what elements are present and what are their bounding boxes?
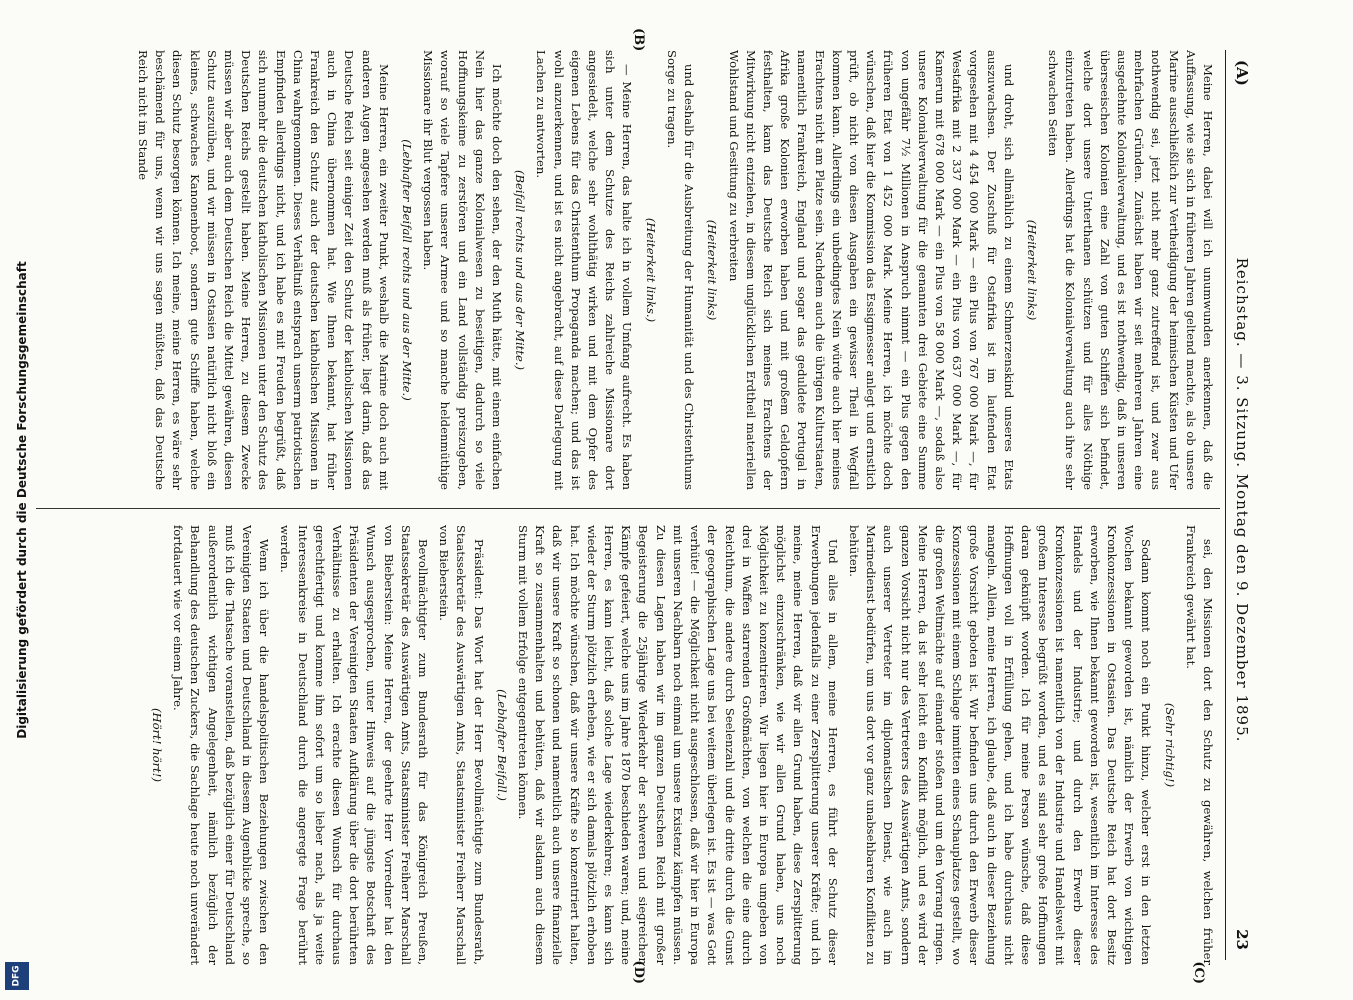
paragraph: Meine Herren, ein zweiter Punkt, weshalb die Marine doch auch mit anderen Augen angesehen werden muß als früher, liegt darin, daß das Deutsche Reich seit einiger Zeit den Schutz der katholischen Missionen auch in China übernommen hat. Wie Ihnen bekannt, hat früher Frankreich den Schutz auch der deutschen katholischen Missionen in China wahrgenommen. Dieses Verhältniß entsprach unserm patriotischen Empfinden allerdings nicht, und ich habe es mit Freuden begrüßt, daß sich nunmehr die deutschen katholischen Missionen unter den Schutz des Deutschen Reichs gestellt haben. Meine Herren, zu diesem Zwecke müssen wir aber auch dem Deutschen Reich die Mittel gewähren, diesen Schutz auszuüben, und wir müssen in Ostasien natürlich nicht bloß ein kleines, schwaches Kanonenboot, sondern gute Schiffe haben, welche diesen Schutz besorgen können. Ich meine, meine Herren, es wäre sehr beschämend für uns, wenn wir uns sagen müßten, daß das Deutsche Reich nicht im Stande (136, 50, 391, 490)
paragraph: Bevollmächtigter zum Bundesrath für das Königreich Preußen, Staatssekretär des Auswärtigen Amts, Staatsminister Freiherr Marschall von Bieberstein: Meine Herren, der geehrte Herr Vorredner hat den Wunsch ausgesprochen, unter Hinweis auf die jüngste Botschaft des Präsidenten der Vereinigten Staaten Aufklärung über die dort berührten Verhältnisse zu erhalten. Ich erachte diesen Wunsch für durchaus gerechtfertigt und komme ihm sofort um so lieber nach, als ja weite Interessenkreise in Deutschland durch die angeregte Frage berührt werden. (278, 525, 431, 965)
margin-marker-b: (B) (631, 28, 646, 52)
paragraph: Wenn ich über die handelspolitischen Beziehungen zwischen den Vereinigten Staaten und Deutschland in diesem Augenblicke spreche, so muß ich die Thatsache voranstellen, daß bezüglich einer für Deutschland außerordentlich wichtigen Angelegenheit, nämlich bezüglich der Behandlung des deutschen Zuckers, die Sachlage heute noch unverändert fortdauert wie vor einem Jahre. (171, 525, 272, 965)
interjection: (Heiterkeit links) (705, 219, 720, 321)
margin-marker-c: (C) (1191, 961, 1206, 984)
paragraph: und droht, sich allmählich zu einem Schmerzenskind unseres Etats auszuwachsen. Der Zuschuß für Ostafrika ist im laufenden Etat vorgesehen mit 4 454 000 Mark — ein Plus von 767 000 Mark —, für Westafrika mit 2 337 000 Mark — ein Plus von 637 000 Mark —, für Kamerun mit 678 000 Mark — ein Plus von 58 000 Mark —, sodaß also unsere Kolonialverwaltung für die genannten drei Gebiete eine Summe von ungefähr 7½ Millionen in Anspruch nimmt — ein Plus gegen den früheren Etat von 1 452 000 Mark. Meine Herren, ich möchte doch wünschen, daß hier die Kommission das Essigmesser anlegt und ernstlich prüft, ob nicht von diesen Ausgaben ein gewisser Theil in Wegfall kommen kann. Allerdings ein unbedingtes Nein würde auch hier meines Erachtens nicht am Platze sein. Nachdem auch die übrigen Kulturstaaten, namentlich Frankreich, England und sogar das geduldete Portugal in Afrika große Kolonien erworben haben und mit großem Geldopfern festhalten, kann das Deutsche Reich sich meines Erachtens der Mitwirkung nicht entziehen, in diesem unglücklichen Erdtheil materiellen Wohlstand und Gesittung zu verbreiten (726, 50, 1016, 490)
column-divider (36, 508, 1220, 509)
margin-marker-d: (D) (631, 960, 646, 984)
header-title: Reichstag. — 3. Sitzung. Montag den 9. Dezember 1895. (1233, 257, 1251, 743)
interjection: (Lebhafter Beifall rechts und aus der Mitte.) (400, 139, 415, 401)
paragraph: Ich möchte doch den sehen, der den Muth hätte, mit einem einfachen Nein hier das ganze Kolonialwesen zu beseitigen, dadurch so viele Hoffnungskeime zu zerstören und ein Land vollständig preiszugeben, worauf so viele Tapfere unserer Armee und so manche heldenmüthige Missionare ihr Blut vergossen haben. (421, 50, 505, 490)
header-rule (1225, 50, 1226, 960)
interjection: (Beifall rechts und aus der Mitte.) (513, 169, 528, 371)
paragraph: Meine Herren, dabei will ich unumwunden anerkennen, daß die Auffassung, wie sie sich in früheren Jahren geltend machte, als ob unsere Marine ausschließlich zur Vertheidigung der heimischen Küsten und Ufer nothwendig sei, jetzt nicht mehr ganz zutreffend ist, und zwar aus mehrfachen Gründen. Zunächst haben wir seit mehreren Jahren eine ausgedehnte Kolonialverwaltung, und es ist nothwendig, daß in unseren überseeischen Kolonien eine Zahl von guten Schiffen sich befindet, welche dort unsere Unterthanen schützen und für alles Nöthige einzutreten haben. Allerdings hat die Kolonialverwaltung auch ihre sehr schwachen Seiten (1046, 50, 1215, 490)
digitization-credit: Digitalisierung gefördert durch die Deutsche Forschungsgemeinschaft (15, 261, 29, 739)
interjection: (Heiterkeit links) (1024, 219, 1039, 321)
interjection: (Heiterkeit links.) (643, 217, 658, 323)
dfg-logo-text: DFG (11, 965, 22, 987)
rotated-page-content (26, 20, 1266, 984)
right-column (36, 525, 1216, 965)
page-header (1230, 20, 1254, 980)
interjection: (Lebhafter Beifall.) (494, 689, 509, 801)
left-column (36, 50, 1216, 490)
interjection: (Sehr richtig!) (1162, 702, 1177, 788)
paragraph: und deshalb für die Ausbreitung der Humanität und des Christenthums Sorge zu tragen. (664, 50, 697, 490)
paragraph: Sodann kommt noch ein Punkt hinzu, welcher erst in den letzten Wochen bekannt geworden ist, nämlich der Erwerb von wichtigen Kronkonzessionen in Ostasien. Das Deutsche Reich hat dort Besitz erworben, wie Ihnen bekannt geworden ist, wesentlich im Interesse des Handels und der Industrie; und durch den Erwerb dieser Kronkonzessionen ist namentlich von der Industrie und Handelswelt mit großem Interesse begrüßt worden, und es sind sehr große Hoffnungen daran geknüpft worden. Ich für meine Person wünsche, daß diese Hoffnungen voll in Erfüllung gehen, und ich habe durchaus nicht mangeln. Allein, meine Herren, ich glaube, daß auch in dieser Beziehung große Vorsicht geboten ist. Wir befinden uns durch den Erwerb dieser Konzessionen mit einem Schlage inmitten eines Schauplatzes gestellt, wo die großen Weltmächte auf einander stoßen und um den Vorrang ringen. Meine Herren, da ist sehr leicht ein Konflikt möglich, und es wird der ganzen Vorsicht nicht nur des Vertreters des Auswärtigen Amts, sondern auch unserer Vertreter im diplomatischen Dienst, wie auch im Marinedienst bedürfen, um uns dort vor ganz unabsehbaren Konflikten zu behüten. (846, 525, 1154, 965)
paragraph: Und alles in allem, meine Herren, es führt der Schutz dieser Erwerbungen jedenfalls zu einer Zersplitterung unserer Kräfte; und ich meine, meine Herren, daß wir allen Grund haben, diese Zersplitterung möglichst einzuschränken, wie wir allen Grund haben, uns noch Möglichkeit zu konzentrieren. Wir liegen hier in Europa umgeben von drei in Waffen starrenden Großmächten, von welchen die eine durch Reichthum, die andere durch Seelenzahl und die dritte durch die Gunst der geographischen Lage uns bei weitem überlegen ist. Es ist — was Gott verhüte! — die Möglichkeit nicht ausgeschlossen, daß wir hier in Europa mit unseren Nachbarn noch einmal um unsere Existenz kämpfen müssen. Zu diesen Lagen haben wir im ganzen Deutschen Reich mit großer Begeisterung die 25jährige Wiederkehr der schweren und siegreichen Kämpfe gefeiert, welche uns im Jahre 1870 beschieden waren; und, meine Herren, es kann leicht, daß solche Lage wiederkehren; es kann sich wieder der Sturm plötzlich erheben, wie er sich damals plötzlich erhoben hat. Ich möchte wünschen, daß wir unsere Kräfte so konzentriert halten, daß wir unsere Kraft so schonen und namentlich auch unsere finanzielle Kraft so zusammenhalten und behüten, daß wir alsdann auch diesem Sturm mit vollem Erfolge entgegentreten können. (516, 525, 840, 965)
paragraph: sei, den Missionen dort den Schutz zu gewähren, welchen früher Frankreich gewährt hat. (1183, 525, 1215, 965)
paragraph: — Meine Herren, das halte ich in vollem Umfang aufrecht. Es haben sich unter dem Schutze des Reichs zahlreiche Missionare dort angesiedelt, welche sehr wohlthätig wirken und mit dem Opfer des eigenen Lebens für das Christenthum Propaganda machen; und das ist wohl anzuerkennen, und ist es nicht angebracht, auf diese Darlegung mit Lachen zu antworten. (534, 50, 635, 490)
paragraph: Präsident: Das Wort hat der Herr Bevollmächtigte zum Bundesrath, Staatssekretär des Auswärtigen Amts, Staatsminister Freiherr Marschall von Bieberstein. (437, 525, 486, 965)
header-left: (A) (1233, 60, 1251, 86)
page-number: 23 (1233, 929, 1251, 950)
interjection: (Hört! hört!) (150, 708, 165, 782)
